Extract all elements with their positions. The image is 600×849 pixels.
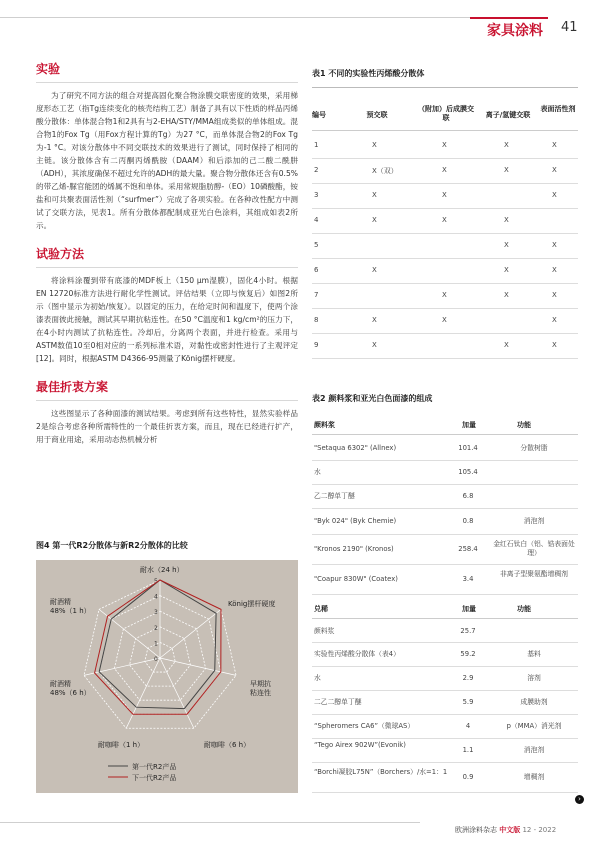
table1-cell: 8 [314, 316, 319, 324]
methods-paragraph: 将涂料涂覆到带有底漆的MDF板上（150 μm湿膜），固化4小时。根据EN 12720标准方法进行耐化学性测试。评估结果（立即与恢复后）如图2所示（图中显示为初始/恢复）。以固定的压力，在给定时间和温度下，使两个涂漆表面彼此接触，测试其早期抗粘连性。在50 °C温度和1 kg/cm²的压力下，在4小时内测试了抗粘连性。冷却后，分离两个表面，并进行检查。采用与ASTM数值10至0相对应的一系列标准术语，对黏性或密封性进行了主观评定[12]。同时，根据ASTM D4366-95测量了König摆杆硬度。 [36, 276, 298, 363]
table2-row [312, 620, 578, 643]
figure-title: 图4 第一代R2分散体与新R2分散体的比较 [36, 541, 188, 550]
table1-row [312, 258, 578, 284]
radar-spoke [160, 658, 236, 675]
experiment-paragraph: 为了研究不同方法的组合对提高固化聚合物涂膜交联密度的效果，采用梯度形态工艺（指Tg连续变化的核壳结构工艺）制备了具有以下性质的样品丙烯酸分散体：单体混合物1和2具有与2-EHA/STY/MMA组成类似的单体组成。混合物1的Fox Tg（用Fox方程计算的Tg）为27 °C，而单体混合物2的Fox Tg为-1 °C。对该分散体中不同交联技术的效果进行了测试，同时保持了相同的主链。该分散体含有二丙酮丙烯酰胺（DAAM）和后添加的己二酸二酰肼（ADH），其浓度确保不超过允许的ADH的最大量。聚合物分散体还含有0.5%的带乙烯-脲官能团的烯属不饱和单体。采用常规脂肪醇-（EO）10磷酸酯，铵盐和可共聚表面活性剂（“surfmer”）完成了各项实验。在各种改性配方中测试了交联方法，见表1。所有分散体都配制成亚光白色涂料，其组成如表2所示。 [36, 91, 298, 230]
table1-cell: X [504, 141, 509, 149]
table1-cell: 2 [314, 166, 319, 174]
table2-cell: 0.8 [462, 516, 474, 525]
section-title-methods: 试验方法 [36, 245, 298, 268]
table2-cell: 1.1 [462, 745, 474, 754]
left-column [36, 60, 298, 446]
table2-row [312, 714, 578, 739]
table1-cell: X [442, 191, 447, 199]
table2-cell: 增稠剂 [523, 772, 545, 781]
table1-row [312, 208, 578, 234]
table2-header-cell: 加量 [462, 421, 476, 429]
table1-cell: 1 [314, 141, 319, 149]
table1-cell: 4 [314, 216, 319, 224]
compromise-paragraph: 这些图显示了各种面漆的测试结果。考虑到所有这些特性，显然实验样品2是综合考虑各种所需特性的一个最佳折衷方案，而且，现在已经进行扩产，用于商业用途，采用动态热机械分析 [36, 409, 298, 444]
table1-cell: X [552, 266, 557, 274]
radar-scale-label: 1 [154, 640, 158, 648]
table1-row [312, 183, 578, 209]
table2-cell: 乙二醇单丁醚 [314, 491, 355, 500]
radar-spoke [160, 609, 221, 658]
table1-row [312, 158, 578, 184]
table2-cell: "Kronos 2190" (Kronos) [314, 544, 394, 553]
header-rule [0, 17, 470, 18]
table1-cell: X [442, 166, 447, 174]
table2-header-cell: 功能 [517, 605, 531, 613]
radar-scale-label: 2 [154, 624, 158, 632]
table2-cell: “Tego Airex 902W”(Evonik) [314, 741, 406, 749]
table2-cell: 消泡剂 [523, 516, 545, 525]
table1-row [312, 233, 578, 259]
table1-cell: X [442, 291, 447, 299]
table2-cell: 水 [314, 467, 321, 476]
table2-cell: 2.9 [462, 673, 474, 682]
table1-row [312, 333, 578, 359]
radar-chart-panel [36, 560, 298, 793]
table2-cell: 消泡剂 [523, 745, 545, 754]
table2-title: 表2 颜料浆和亚光白色面漆的组成 [312, 394, 433, 403]
radar-axis-label: 耐咖啡（6 h） [204, 741, 251, 749]
table2-cell: “Borchi凝胶L75N”（Borchers）/水=1：1 [314, 768, 448, 776]
table2-cell: 101.4 [458, 443, 478, 452]
table1-cell: X [504, 166, 509, 174]
section-title-compromise: 最佳折衷方案 [36, 378, 298, 401]
radar-scale-label: 4 [154, 593, 158, 601]
table1-col-precrosslink: 预交联 [366, 111, 388, 119]
section-title-experiment: 实验 [36, 60, 298, 83]
table1-cell: X [372, 316, 377, 324]
table2-cell: "Byk 024" (Byk Chemie) [314, 516, 397, 525]
table1-cell: X [372, 216, 377, 224]
table1-cell: X [504, 291, 509, 299]
table1-cell: 3 [314, 191, 319, 199]
table2-cell: "Setaqua 6302" (Allnex) [314, 443, 397, 452]
table2-header-pigment [312, 416, 578, 435]
table2-row [312, 642, 578, 667]
table1-title: 表1 不同的实验性丙烯酸分散体 [312, 69, 425, 78]
table1-cell: X [504, 266, 509, 274]
table2-cell: 成膜助剂 [520, 697, 548, 706]
table1-row [312, 283, 578, 309]
table1-cell: X [504, 216, 509, 224]
table1-cell: X [442, 316, 447, 324]
table1-cell: X [442, 141, 447, 149]
radar-axis-label: 耐酒精 48%（6 h） [50, 680, 91, 697]
table1-cell: X [504, 341, 509, 349]
table2-cell: 4 [465, 721, 471, 730]
table2-cell: 非离子型聚氨酯增稠剂 [500, 570, 568, 578]
legend-label: 第一代R2产品 [132, 763, 177, 771]
footer-rule [0, 822, 420, 823]
table2-cell: 溶剂 [527, 673, 541, 682]
table2-row [312, 436, 578, 461]
table1-col-no: 编号 [312, 111, 326, 119]
footer-edition: 中文版 [499, 826, 521, 834]
table1-cell: 7 [314, 291, 319, 299]
table1-row [312, 308, 578, 334]
radar-axis-label: 耐酒精 48%（1 h） [50, 598, 91, 615]
table2-header-cell: 功能 [517, 421, 531, 429]
radar-chart [36, 560, 298, 793]
table2-row [312, 738, 578, 763]
table1-header [312, 100, 578, 131]
table1-cell: X [552, 141, 557, 149]
table1-cell: X [504, 241, 509, 249]
table1-cell: X [552, 241, 557, 249]
table1-cell: X [442, 216, 447, 224]
table1-cell: X [552, 291, 557, 299]
footer-text [455, 825, 556, 835]
table1-cell: X [372, 141, 377, 149]
table2-cell: 5.9 [462, 697, 474, 706]
radar-scale-label: 3 [154, 609, 158, 617]
table2-cell: 3.4 [462, 574, 474, 583]
table2-row [312, 690, 578, 715]
table1-col-postcrosslink: （附加）后成膜交联 [418, 105, 474, 122]
table2-row [312, 564, 578, 595]
footer-journal: 欧洲涂料杂志 [455, 826, 497, 834]
radar-axis-label: König摆杆硬度 [228, 600, 276, 608]
table2-row [312, 460, 578, 485]
table2-cell: 颜料浆 [314, 626, 335, 635]
table1-col-ionic: 离子/氢键交联 [485, 111, 531, 119]
table2-header-cell: 加量 [462, 605, 476, 613]
radar-scale-label: 5 [154, 578, 158, 585]
table2-cell: 基料 [527, 649, 541, 658]
radar-axis-label: 耐水（24 h） [140, 566, 184, 574]
table2-row [312, 762, 578, 793]
table2-cell: 105.4 [458, 467, 478, 476]
page-number: 41 [561, 20, 578, 35]
table1-cell: 9 [314, 341, 319, 349]
radar-spoke [160, 658, 194, 728]
table2-cell: p（MMA）消光剂 [506, 721, 562, 730]
table2-cell: 6.8 [462, 491, 474, 500]
table1-cell: X [372, 341, 377, 349]
table2-cell: 25.7 [460, 626, 476, 635]
table2-cell: 二乙二醇单丁醚 [314, 697, 362, 706]
table1-col-surfactant: 表面活性剂 [540, 105, 576, 113]
table2-cell: 258.4 [458, 544, 478, 553]
legend-label: 下一代R2产品 [132, 774, 177, 782]
table2-row [312, 484, 578, 509]
table1-cell: 6 [314, 266, 319, 274]
table2-row [312, 534, 578, 565]
table2-header-cell: 颜料浆 [314, 421, 335, 429]
radar-axis-label: 早期抗粘连性 [250, 680, 271, 697]
table1-cell: X [552, 316, 557, 324]
table2-cell: 0.9 [462, 772, 474, 781]
table2-cell: “Spheromers CA6”（微球AS） [314, 721, 415, 730]
table2-cell: 金红石钛白（铝、锆表面处理） [493, 540, 575, 557]
header-accent-bar [470, 17, 548, 19]
section-heading: 家具涂料 [487, 23, 543, 39]
table1-row [312, 133, 578, 159]
table1-cell: X（双） [372, 167, 398, 175]
table2-cell: 水 [314, 673, 321, 682]
table2-cell: 59.2 [460, 649, 476, 658]
continue-arrow-icon: › [575, 795, 584, 804]
table1-cell: X [372, 266, 377, 274]
table2-cell: "Coapur 830W" (Coatex) [314, 574, 398, 583]
radar-spoke [126, 658, 160, 728]
radar-scale-label: 0 [154, 656, 158, 663]
table2-row [312, 508, 578, 535]
table2-header-letdown [312, 600, 578, 619]
table2-header-cell: 兑稀 [314, 605, 328, 613]
table2-cell: 实验性丙烯酸分散体（表4） [314, 649, 400, 658]
table2-cell: 分散树脂 [520, 443, 548, 452]
table2-row [312, 666, 578, 691]
table1-cell: X [552, 166, 557, 174]
table1-cell: X [372, 191, 377, 199]
table1-cell: 5 [314, 241, 319, 249]
table1-rule [312, 87, 578, 88]
table1-cell: X [552, 341, 557, 349]
table1-cell: X [552, 191, 557, 199]
radar-axis-label: 耐咖啡（1 h） [98, 741, 145, 749]
footer-issue: 12 - 2022 [522, 826, 557, 834]
